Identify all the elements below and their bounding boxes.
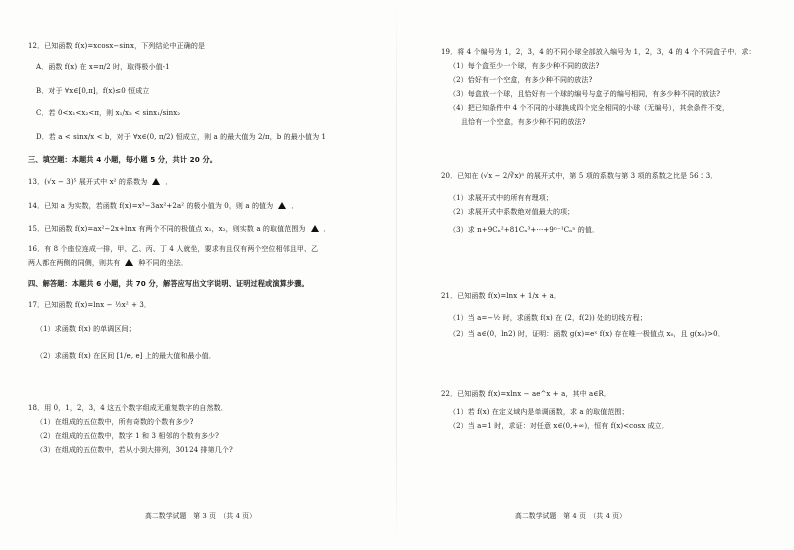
- q22-part2: （2）当 a=1 时，求证：对任意 x∈(0,+∞)，恒有 f(x)<cosx 成立．: [449, 422, 669, 430]
- q19-part3: （3）每盒放一个球，且恰好有一个球的编号与盒子的编号相同，有多少种不同的放法?: [449, 90, 721, 98]
- page-footer: 高二数学试题 第 3 页 （共 4 页）: [145, 512, 257, 520]
- q19-stem: 19．将 4 个编号为 1，2，3，4 的不同小球全部放入编号为 1，2，3，4 的 4 个不同盒子中．求：: [441, 48, 756, 56]
- q14: [28, 202, 298, 211]
- q15-end: ．: [323, 225, 331, 233]
- q20-part1: （1）求展开式中的所有有理项；: [449, 194, 553, 202]
- exam-page-4: [397, 0, 794, 550]
- q16-line1: 16．有 8 个座位连成一排，甲、乙、丙、丁 4 人就坐，要求有且仅有两个空位相邻且甲、乙: [28, 245, 319, 253]
- q17-part1: （1）求函数 f(x) 的单调区间；: [36, 325, 136, 333]
- q21-stem: 21．已知函数 f(x)=lnx + 1/x + a．: [441, 292, 561, 300]
- q17-stem: 17．已知函数 f(x)=lnx − ½x² + 3．: [28, 301, 152, 309]
- q16-line2: [28, 259, 188, 268]
- q15-text: 15．已知函数 f(x)=ax²−2x+lnx 有两个不同的极值点 x₁，x₂，则实数 a 的取值范围为: [28, 225, 306, 233]
- q22-part1: （1）若 f(x) 在定义域内是单调函数，求 a 的取值范围；: [449, 408, 629, 416]
- q13: [28, 178, 172, 187]
- q13-end: ．: [165, 178, 173, 186]
- q18-part2: （2）在组成的五位数中，数字 1 和 3 相邻的个数有多少?: [36, 432, 220, 440]
- q12-option-c: C．若 0<x₁<x₂<π，则 x₁/x₂ < sinx₁/sinx₂: [36, 109, 181, 117]
- q14-text: 14．已知 a 为实数，若函数 f(x)=x³−3ax²+2a² 的极小值为 0，则 a 的值为: [28, 202, 274, 210]
- answer-blank-icon: [311, 225, 319, 232]
- answer-blank-icon: [125, 259, 133, 266]
- answer-blank-icon: [278, 202, 286, 209]
- q20-part3: （3）求 n+9Cₙ²+81Cₙ³+⋯+9ⁿ⁻¹Cₙⁿ 的值．: [449, 226, 600, 234]
- q15: [28, 225, 331, 234]
- q22-stem: 22．已知函数 f(x)=xlnx − ae^x + a，其中 a∈R．: [441, 390, 612, 398]
- section-4-title: 四、解答题：本题共 6 小题，共 70 分，解答应写出文字说明、证明过程或演算步骤。: [28, 279, 309, 288]
- q20-stem: 20．已知在 (√x − 2/∛x)ⁿ 的展开式中，第 5 项的系数与第 3 项的系数之比是 56∶3．: [441, 172, 718, 180]
- q16-end: 种不同的坐法．: [138, 259, 189, 267]
- section-3-title: 三、填空题：本题共 4 小题，每小题 5 分，共计 20 分。: [28, 155, 218, 164]
- page-footer: 高二数学试题 第 4 页 （共 4 页）: [515, 512, 627, 520]
- q20-part2: （2）求展开式中系数绝对值最大的项；: [449, 208, 575, 216]
- q19-part4a: （4）把已知条件中 4 个不同的小球换成四个完全相同的小球（无编号），其余条件不变，: [449, 104, 730, 112]
- q12-option-d: D．若 a < sinx/x < b，对于 ∀x∈(0, π/2) 恒成立，则 a 的最大值为 2/π，b 的最小值为 1: [36, 133, 327, 141]
- q16-text: 两人都在两侧的同侧，则共有: [28, 259, 121, 267]
- q12-option-b: B．对于 ∀x∈[0,π]，f(x)≤0 恒成立: [36, 87, 150, 95]
- q18-part3: （3）在组成的五位数中，若从小到大排列，30124 排第几个?: [36, 446, 233, 454]
- q19-part4b: 且恰有一个空盒，有多少种不同的放法?: [461, 118, 586, 126]
- q21-part2: （2）当 a∈(0，ln2) 时，证明：函数 g(x)=eˣ f(x) 存在唯一极值点 x₀，且 g(x₀)>0．: [449, 330, 725, 338]
- q18-part1: （1）在组成的五位数中，所有奇数的个数有多少?: [36, 418, 194, 426]
- q21-part1: （1）当 a=−½ 时，求函数 f(x) 在 (2，f(2)) 处的切线方程；: [449, 314, 647, 322]
- q17-part2: （2）求函数 f(x) 在区间 [1/e, e] 上的最大值和最小值．: [36, 352, 216, 360]
- q12-option-a: A．函数 f(x) 在 x=π/2 时，取得极小值-1: [36, 63, 170, 71]
- q19-part1: （1）每个盒至少一个球，有多少种不同的放法?: [449, 62, 600, 70]
- q12-stem: 12．已知函数 f(x)=xcosx−sinx，下列结论中正确的是: [28, 42, 206, 50]
- q14-end: ．: [291, 202, 299, 210]
- q19-part2: （2）恰好有一个空盒，有多少种不同的放法?: [449, 76, 593, 84]
- q13-text: 13．(√x − 3)⁵ 展开式中 x² 的系数为: [28, 178, 148, 186]
- answer-blank-icon: [152, 178, 160, 185]
- q18-stem: 18．用 0，1，2，3，4 这五个数字组成无重复数字的自然数．: [28, 404, 228, 412]
